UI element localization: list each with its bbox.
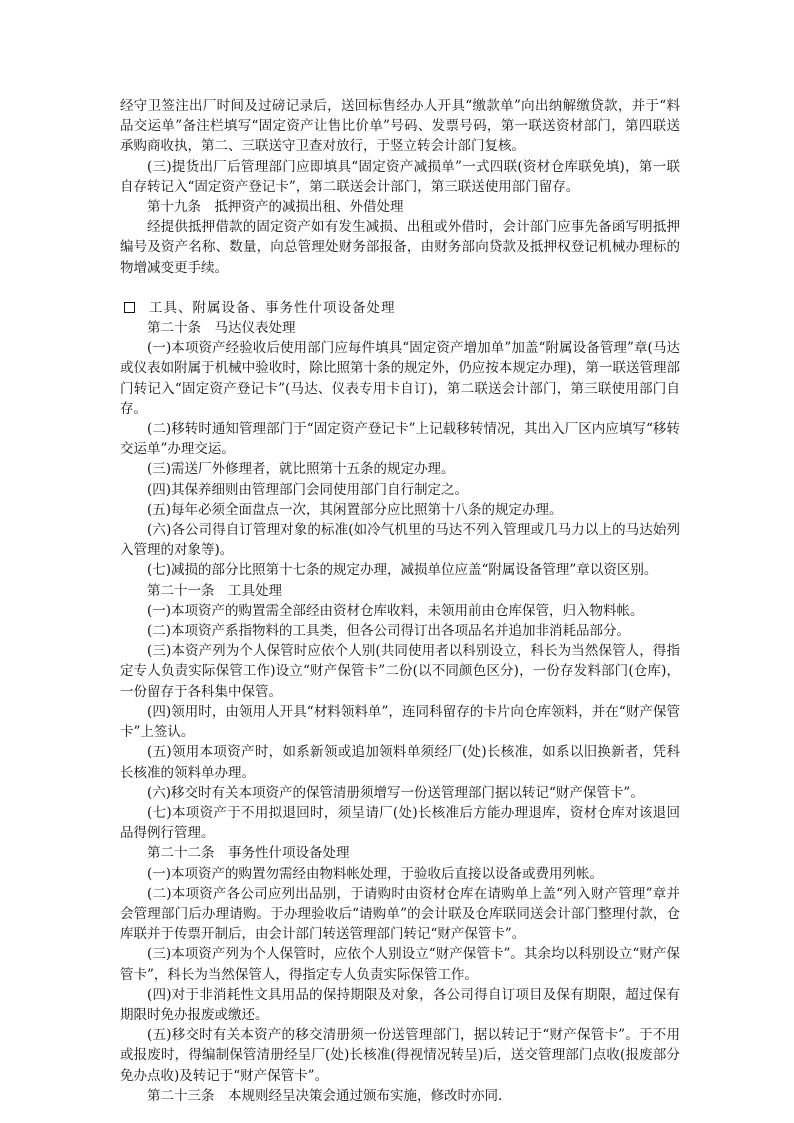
article-heading: 第二十条 马达仪表处理 <box>147 320 296 337</box>
article-heading: 第二十一条 工具处理 <box>147 582 282 599</box>
paragraph: 经提供抵押借款的固定资产如有发生减损、出租或外借时，会计部门应事先备函写明抵押编号及资产名称、数量，向总管理处财务部报备，由财务部向贷款及抵押权登记机械办理标的物增减变更手续。 <box>120 219 680 276</box>
paragraph: (五)每年必须全面盘点一次，其闲置部分应比照第十八条的规定办理。 <box>147 501 563 518</box>
paragraph: (二)本项资产系指物料的工具类，但各公司得订出各项品名并追加非消耗品部分。 <box>147 623 631 640</box>
paragraph: (七)减损的部分比照第十七条的规定办理，减损单位应盖“附属设备管理”章以资区别。 <box>147 562 658 579</box>
paragraph: (一)本项资产经验收后使用部门应每件填具“固定资产增加单”加盖“附属设备管理”章(马达或仪表如附属于机械中验收时，除比照第十条的规定外，仍应按本规定办理)，第一联送管理部门转记入“固定资产登记卡”(马达、仪表专用卡自订)，第二联送会计部门，第三联使用部门自存。 <box>120 340 680 417</box>
paragraph: (五)领用本项资产时，如系新领或追加领料单须经厂(处)长核准，如系以旧换新者，凭科长核准的领料单办理。 <box>120 744 680 781</box>
section-heading-text: 工具、附属设备、事务性什项设备处理 <box>149 299 396 316</box>
paragraph: (四)其保养细则由管理部门会同使用部门自行制定之。 <box>147 481 469 498</box>
blank-line <box>120 278 680 298</box>
paragraph: (二)移转时通知管理部门于“固定资产登记卡”上记载移转情况，其出入厂区内应填写“移转交运单”办理交运。 <box>120 421 680 458</box>
paragraph: (四)对于非消耗性文具用品的保持期限及对象，各公司得自订项目及保有期限，超过保有期限时免办报废或缴还。 <box>120 986 680 1023</box>
paragraph: (一)本项资产的购置需全部经由资材仓库收料，未领用前由仓库保管，归入物料帐。 <box>147 602 644 619</box>
paragraph: (一)本项资产的购置勿需经由物料帐处理，于验收后直接以设备或费用列帐。 <box>147 865 604 882</box>
article-heading: 第十九条 抵押资产的减损出租、外借处理 <box>147 199 404 216</box>
paragraph: (三)本资产列为个人保管时应依个人别(共同使用者以科别设立，科长为当然保管人，得指定专人负责实际保管工作)设立“财产保管卡”二份(以不同颜色区分)，一份存发料部门(仓库)，一份留存于各科集中保管。 <box>120 643 680 700</box>
paragraph: 经守卫签注出厂时间及过磅记录后，送回标售经办人开具“缴款单”向出纳解缴贷款，并于“料品交运单”备注栏填写“固定资产让售比价单”号码、发票号码，第一联送资材部门，第四联送承购商收执，第二、三联送守卫查对放行，于竖立转会计部门复核。 <box>120 98 680 155</box>
checkbox-icon <box>124 302 135 313</box>
paragraph: (七)本项资产于不用拟退回时，须呈请厂(处)长核准后方能办理退库，资材仓库对该退回品得例行管理。 <box>120 804 680 842</box>
paragraph: (六)移交时有关本项资产的保管清册须增写一份送管理部门据以转记“财产保管卡”。 <box>147 784 644 801</box>
paragraph: (六)各公司得自订管理对象的标准(如冷气机里的马达不列入管理或几马力以上的马达始列入管理的对象等)。 <box>120 522 680 559</box>
paragraph: (三)提货出厂后管理部门应即填具“固定资产减损单”一式四联(资材仓库联免填)，第一联自存转记入“固定资产登记卡”，第二联送会计部门，第三联送使用部门留存。 <box>120 158 680 195</box>
section-heading <box>120 298 680 318</box>
paragraph: (三)本项资产列为个人保管时，应依个人别设立“财产保管卡”。其余均以科别设立“财产保管卡”，科长为当然保管人，得指定专人负责实际保管工作。 <box>120 946 680 983</box>
paragraph: (五)移交时有关本资产的移交清册须一份送管理部门，据以转记于“财产保管卡”。于不用或报废时，得编制保管清册经呈厂(处)长核准(得视情况转呈)后，送交管理部门点收(报废部分免办点收)及转记于“财产保管卡”。 <box>120 1027 680 1084</box>
article-heading: 第二十二条 事务性什项设备处理 <box>147 845 350 862</box>
article-heading: 第二十三条 本规则经呈决策会通过颁布实施，修改时亦同. <box>147 1087 503 1104</box>
paragraph: (二)本项资产各公司应列出品别，于请购时由资材仓库在请购单上盖“列入财产管理”章并会管理部门后办理请购。于办理验收后“请购单”的会计联及仓库联同送会计部门整理付款，仓库联并于传票开制后，由会计部门转送管理部门转记“财产保管卡”。 <box>120 885 680 943</box>
paragraph: (四)领用时，由领用人开具“材料领料单”，连同科留存的卡片向仓库领料，并在“财产保管卡”上签认。 <box>120 703 680 741</box>
document-page <box>120 96 680 1106</box>
paragraph: (三)需送厂外修理者，就比照第十五条的规定办理。 <box>147 461 455 478</box>
